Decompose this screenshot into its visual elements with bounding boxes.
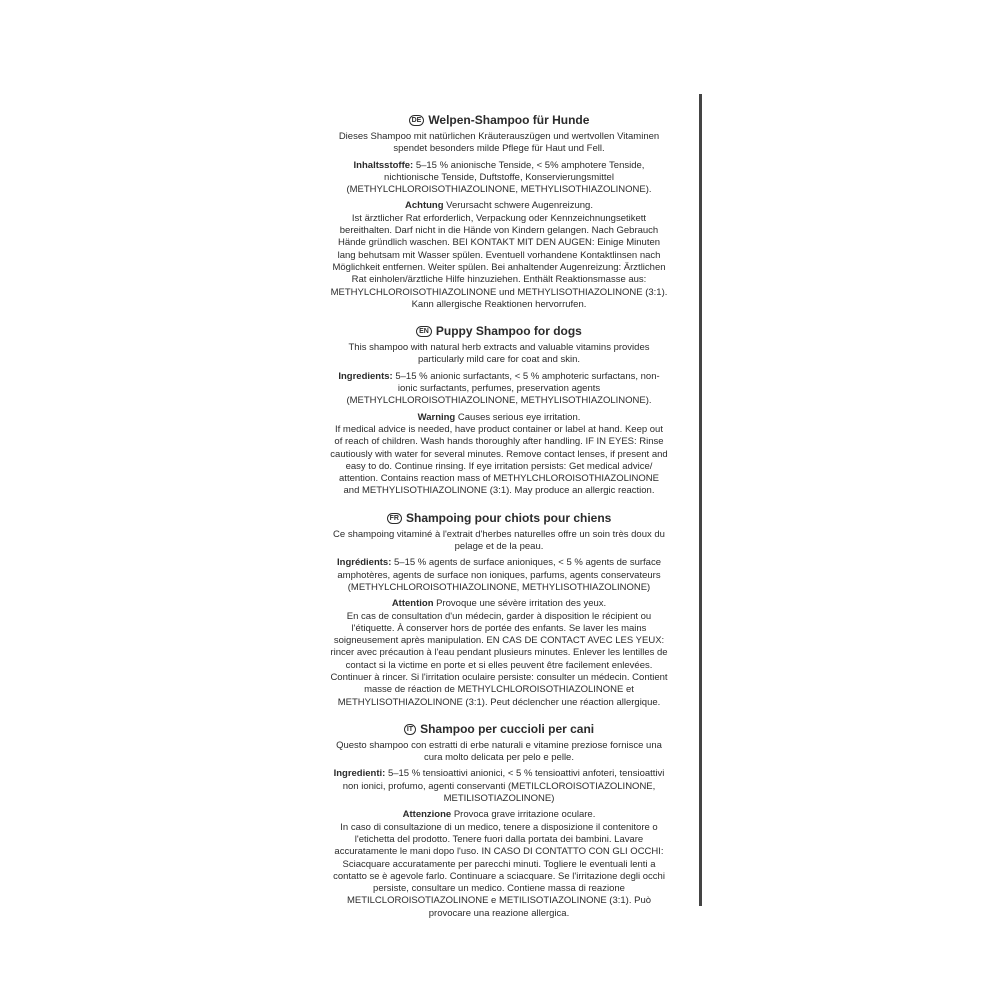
ingredients-label: Inhaltsstoffe:: [353, 159, 414, 171]
ingredients-list: 5–15 % anionische Tenside, < 5% amphotere Tenside, nichtionische Tenside, Duftstoffe, Konservierungsmittel (METHYLCHLOROISOTHIAZOLINONE, METHYLISOTHIAZOLINONE).: [346, 159, 652, 196]
language-badge-fr: FR: [387, 513, 402, 524]
ingredients-list: 5–15 % agents de surface anioniques, < 5 % agents de surface amphotères, agents de surface non ioniques, parfums, agents conservateurs (METHYLCHLOROISOTHIAZOLINONE, METHYLISOTHIAZOLINONE): [337, 557, 661, 593]
warning-statement: Provoca grave irritazione oculare.: [451, 809, 596, 821]
warning-text: [330, 200, 668, 311]
warning-statement: Verursacht schwere Augenreizung.: [443, 200, 593, 212]
warning-text: [330, 809, 668, 920]
intro-text: Ce shampoing vitaminé à l'extrait d'herbes naturelles offre un soin très doux du pelage et de la peau.: [333, 528, 665, 553]
section-title: Shampoing pour chiots pour chiens: [406, 510, 612, 525]
warning-label: Attenzione: [402, 809, 452, 821]
ingredients-list: 5–15 % tensioattivi anionici, < 5 % tensioattivi anfoteri, tensioattivi non ionici, profumo, agenti conservanti (METILCLOROISOTIAZOLINONE, METILISOTIAZOLINONE): [342, 768, 665, 805]
section-title: Shampoo per cuccioli per cani: [420, 721, 595, 736]
ingredients-label: Ingredients:: [338, 370, 393, 382]
warning-body: Ist ärztlicher Rat erforderlich, Verpackung oder Kennzeichnungsetikett bereithalten. Darf nicht in die Hände von Kindern gelangen. Nach Gebrauch Hände gründlich waschen. BEI KONTAKT MIT DEN AUGEN: Einige Minuten lang behutsam mit Wasser spülen. Eventuell vorhandene Kontaktlinsen nach Möglichkeit entfernen. Weiter spülen. Bei anhaltender Augenreizung: Ärztlichen Rat einholen/ärztliche Hilfe hinzuziehen. Enthält Reaktionsmasse aus: METHYLCHLOROISOTHIAZOLINONE und METHYLISOTHIAZOLINONE (3:1). Kann allergische Reaktionen hervorrufen.: [330, 212, 668, 310]
warning-body: If medical advice is needed, have product container or label at hand. Keep out of reach of children. Wash hands thoroughly after handling. IF IN EYES: Rinse cautiously with water for several minutes. Remove contact lenses, if present and easy to do. Continue rinsing. If eye irritation persists: Get medical advice/ attention. Contains reaction mass of METHYLCHLOROISOTHIAZOLINONE and METHYLISOTHIAZOLINONE (3:1). May produce an allergic reaction.: [330, 423, 668, 497]
intro-text: Questo shampoo con estratti di erbe naturali e vitamine preziose fornisce una cura molto delicata per pelo e pelle.: [336, 739, 662, 764]
warning-text: [330, 412, 668, 498]
section-de: [330, 112, 668, 311]
warning-body: En cas de consultation d'un médecin, garder à disposition le récipient ou l'étiquette. À conserver hors de portée des enfants. Se laver les mains soigneusement après manipulation. EN CAS DE CONTACT AVEC LES YEUX: rincer avec précaution à l'eau pendant plusieurs minutes. Enlever les lentilles de contact si la victime en porte et si elles peuvent être facilement enlevées. Continuer à rincer. Si l'irritation oculaire persiste: consulter un médecin. Contient masse de réaction de METHYLCHLOROISOTHIAZOLINONE et METHYLISOTHIAZOLINONE (3:1). Peut déclencher une réaction allergique.: [330, 610, 668, 708]
section-title: Puppy Shampoo for dogs: [435, 324, 582, 339]
ingredients-list: 5–15 % anionic surfactants, < 5 % amphoteric surfactans, non-ionic surfactants, perfumes, preservation agents (METHYLCHLOROISOTHIAZOLINONE, METHYLISOTHIAZOLINONE).: [346, 370, 660, 407]
warning-label: Warning: [417, 411, 456, 423]
section-heading: [330, 323, 668, 339]
section-title: Welpen-Shampoo für Hunde: [428, 113, 590, 127]
warning-statement: Causes serious eye irritation.: [455, 411, 581, 423]
intro-text: This shampoo with natural herb extracts and valuable vitamins provides particularly mild care for coat and skin.: [348, 342, 650, 366]
ingredients-text: [330, 371, 668, 408]
warning-label: Achtung: [405, 200, 444, 212]
section-heading: [330, 510, 668, 526]
ingredients-text: [330, 768, 668, 805]
section-en: [330, 323, 668, 498]
language-badge-de: DE: [409, 115, 425, 126]
section-heading: [330, 112, 668, 128]
vertical-divider-line: [699, 94, 702, 906]
section-fr: [330, 510, 668, 709]
ingredients-label: Ingrédients:: [337, 557, 392, 569]
ingredients-text: [330, 557, 668, 594]
warning-text: [330, 598, 668, 709]
ingredients-label: Ingredienti:: [333, 768, 386, 780]
warning-statement: Provoque une sévère irritation des yeux.: [433, 598, 607, 610]
intro-text: Dieses Shampoo mit natürlichen Kräuterauszügen und wertvollen Vitaminen spendet besonders milde Pflege für Haut und Fell.: [338, 131, 660, 155]
language-badge-en: EN: [416, 326, 432, 337]
warning-body: In caso di consultazione di un medico, tenere a disposizione il contenitore o l'etichetta del prodotto. Tenere fuori dalla portata dei bambini. Lavare accuratamente le mani dopo l'uso. IN CASO DI CONTATTO CON GLI OCCHI: Sciacquare accuratamente per parecchi minuti. Togliere le eventuali lenti a contatto se è agevole farlo. Continuare a sciacquare. Se l'irritazione degli occhi persiste, consultare un medico. Contiene massa di reazione METILCLOROISOTIAZOLINONE e METILISOTIAZOLINONE (3:1). Può provocare una reazione allergica.: [333, 821, 665, 919]
section-it: [330, 721, 668, 920]
product-label-text: [330, 112, 668, 920]
warning-label: Attention: [391, 598, 434, 610]
ingredients-text: [330, 160, 668, 197]
language-badge-it: IT: [404, 724, 416, 735]
section-heading: [330, 721, 668, 737]
